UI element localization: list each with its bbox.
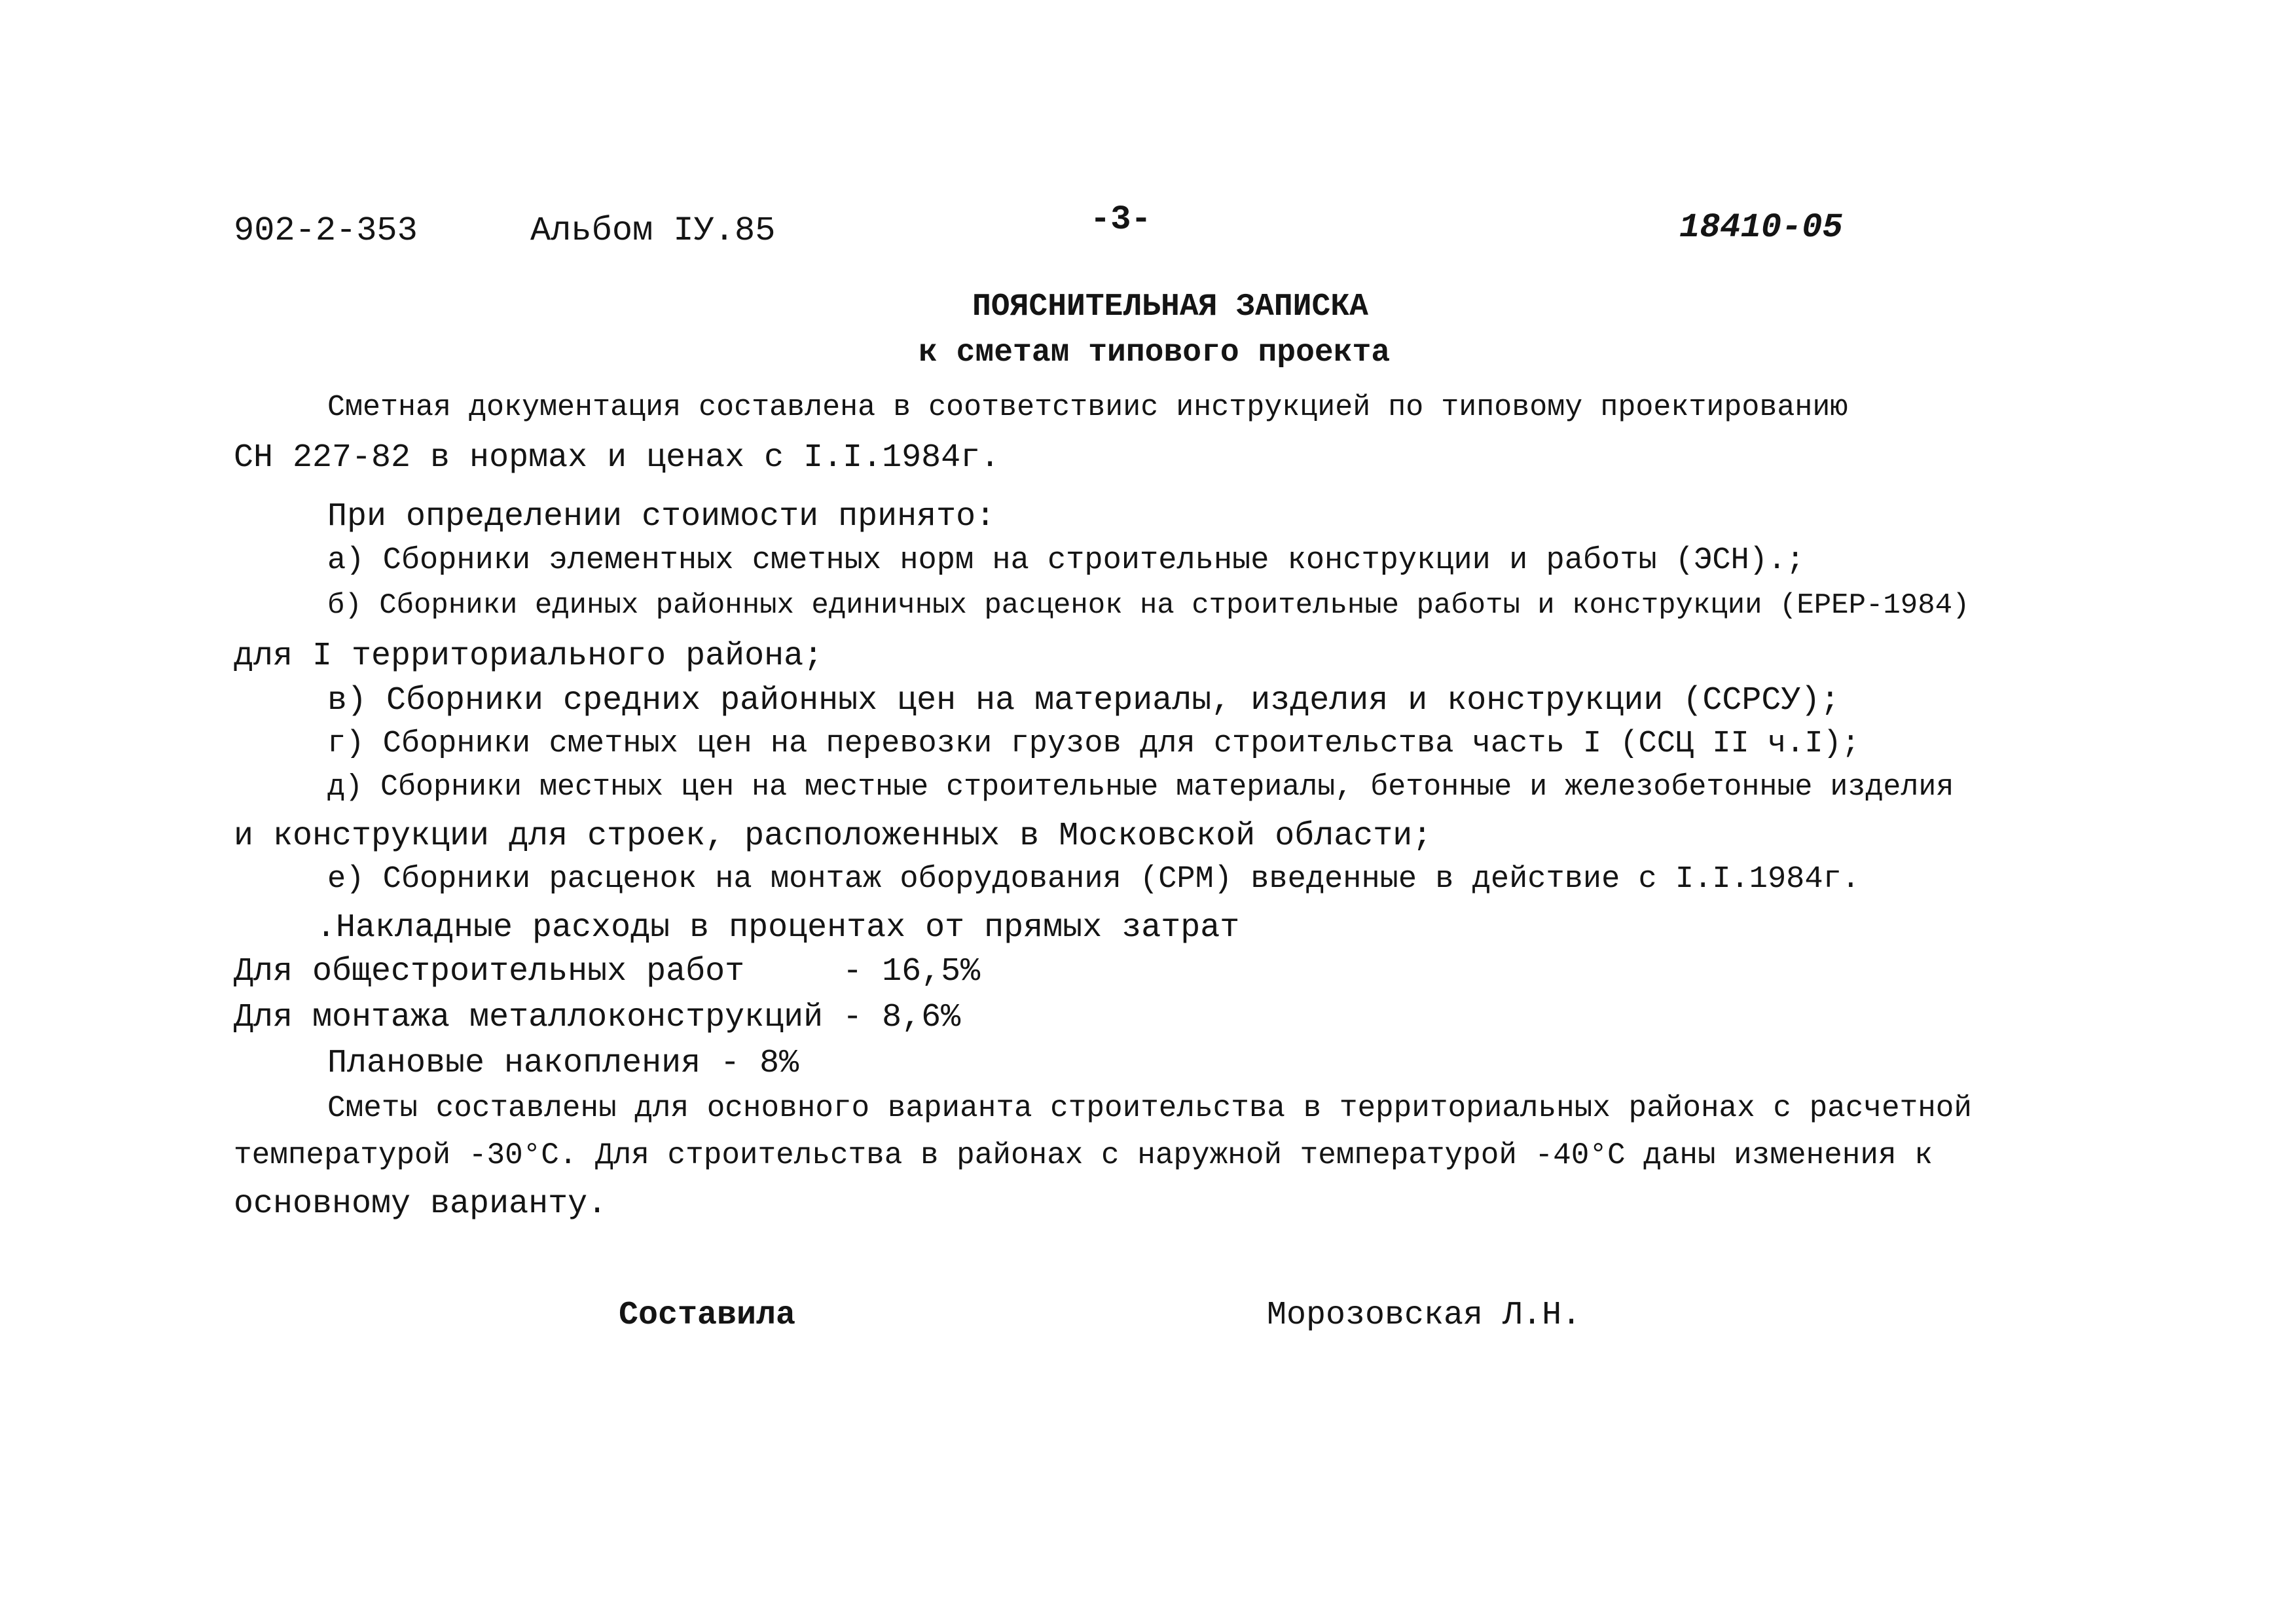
general-works-rate: Для общестроительных работ - 16,5%: [234, 953, 981, 990]
document-code: 902-2-353: [234, 211, 418, 250]
list-item-g: г) Сборники сметных цен на перевозки грузов для строительства часть I (ССЦ II ч.I);: [327, 727, 1860, 761]
list-item-d-line-1: д) Сборники местных цен на местные строительные материалы, бетонные и железобетонные изделия: [327, 770, 1954, 804]
page-title: ПОЯСНИТЕЛЬНАЯ ЗАПИСКА: [972, 289, 1368, 325]
metal-works-rate: Для монтажа металлоконструкций - 8,6%: [234, 999, 961, 1036]
conclusion-line-3: основному варианту.: [234, 1185, 608, 1223]
list-item-b-line-2: для I территориального района;: [234, 638, 824, 675]
signature-image: [953, 1198, 1188, 1407]
list-item-a: а) Сборники элементных сметных норм на строительные конструкции и работы (ЭСН).;: [327, 543, 1805, 578]
page-number: -3-: [1090, 200, 1152, 239]
conclusion-line-2: температурой -30°С. Для строительства в районах с наружной температурой -40°С даны изменения к: [234, 1138, 1933, 1172]
overhead-heading: .Накладные расходы в процентах от прямых затрат: [316, 909, 1240, 947]
list-item-e: е) Сборники расценок на монтаж оборудования (СРМ) введенные в действие с I.I.1984г.: [327, 862, 1860, 897]
compiled-label: Составила: [619, 1297, 796, 1334]
conclusion-line-1: Сметы составлены для основного варианта строительства в территориальных районах с расчетной: [327, 1091, 1973, 1125]
doc-number: 18410-05: [1679, 208, 1843, 247]
accepted-heading: При определении стоимости принято:: [327, 498, 996, 535]
list-item-d-line-2: и конструкции для строек, расположенных в Московской области;: [234, 818, 1432, 855]
intro-line-1: Сметная документация составлена в соответствиис инструкцией по типовому проектированию: [327, 391, 1848, 424]
planned-savings: Плановые накопления - 8%: [327, 1045, 799, 1082]
page-subtitle: к сметам типового проекта: [919, 335, 1391, 370]
list-item-v: в) Сборники средних районных цен на материалы, изделия и конструкции (ССРСУ);: [327, 682, 1840, 719]
album-label: Альбом IУ.85: [530, 211, 776, 250]
list-item-b-line-1: б) Сборники единых районных единичных расценок на строительные работы и конструкции (ЕРЕР-1984): [327, 589, 1970, 622]
author-name: Морозовская Л.Н.: [1267, 1297, 1582, 1334]
intro-line-2: СН 227-82 в нормах и ценах с I.I.1984г.: [234, 439, 1000, 477]
